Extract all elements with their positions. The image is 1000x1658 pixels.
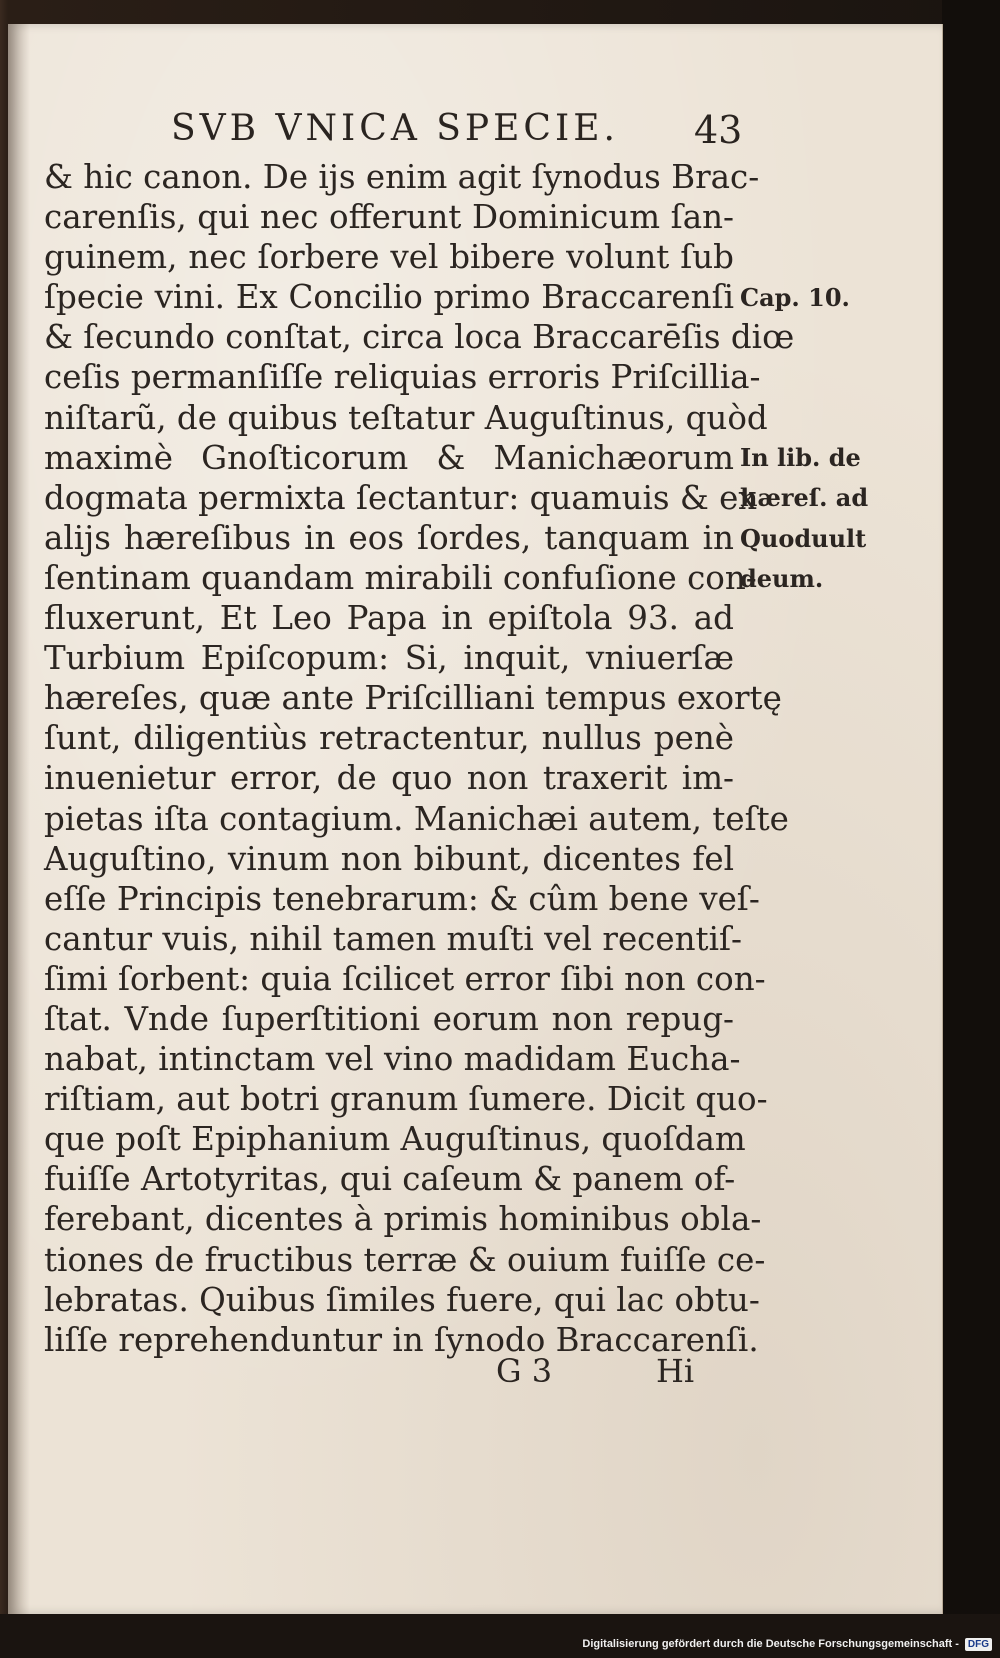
text-line: inuenietur error, de quo non traxerit im-: [44, 759, 734, 798]
text-line: maximè Gnoſticorum & Manichæorum: [44, 438, 734, 477]
margin-note: deum.: [740, 563, 824, 593]
text-line: liſſe reprehenduntur in ſynodo Braccarenſi.: [44, 1320, 759, 1359]
text-line: carenſis, qui nec offerunt Dominicum ſan-: [44, 198, 734, 237]
running-head: [46, 108, 746, 154]
margin-note: Cap. 10.: [740, 283, 850, 312]
text-line: riſtiam, aut botri granum ſumere. Dicit quo-: [44, 1080, 768, 1119]
margin-note-spacer: [740, 318, 900, 358]
margin-notes: [740, 278, 900, 599]
catchline: [44, 1352, 734, 1396]
text-line: guinem, nec ſorbere vel bibere volunt ſub: [44, 238, 734, 277]
text-line: & hic canon. De ijs enim agit ſynodus Brac-: [44, 158, 760, 196]
margin-note-spacer: [740, 398, 900, 438]
text-line: eſſe Principis tenebrarum: & cûm bene veſ-: [44, 879, 760, 918]
text-line: dogmata permixta ſectantur: quamuis & ex: [44, 478, 757, 517]
text-line: tiones de fructibus terræ & ouium fuiſſe ce-: [44, 1240, 766, 1279]
dfg-logo: DFG: [965, 1638, 992, 1651]
text-line: fluxerunt, Et Leo Papa in epiſtola 93. ad: [44, 599, 734, 638]
text-line: lebratas. Quibus ſimiles fuere, qui lac obtu-: [44, 1280, 760, 1319]
text-line: ſunt, diligentiùs retractentur, nullus penè: [44, 719, 734, 758]
running-head-title: SVB VNICA SPECIE.: [171, 108, 619, 149]
text-line: que poſt Epiphanium Auguſtinus, quoſdam: [44, 1120, 746, 1159]
text-line: nabat, intinctam vel vino madidam Eucha-: [44, 1040, 741, 1079]
text-line: fuiſſe Artotyritas, qui caſeum & panem of-: [44, 1160, 736, 1199]
credit-text: Digitalisierung gefördert durch die Deutsche Forschungsgemeinschaft -: [582, 1638, 959, 1650]
text-line: ſtat. Vnde ſuperſtitioni eorum non repug-: [44, 999, 734, 1038]
scan-right-edge: [942, 0, 1000, 1620]
digitization-credit: [582, 1634, 992, 1654]
text-line: & ſecundo conſtat, circa loca Braccarēſis diœ: [44, 318, 795, 357]
text-line: ferebant, dicentes à primis hominibus obla-: [44, 1200, 762, 1239]
text-line: ſentinam quandam mirabili confuſione con-: [44, 558, 757, 597]
text-line: ſpecie vini. Ex Concilio primo Braccarenſi: [44, 278, 734, 317]
text-line: pietas iſta contagium. Manichæi autem, teſte: [44, 799, 789, 838]
gutter-shadow: [8, 24, 30, 1614]
margin-note: hæreſ. ad: [740, 483, 869, 513]
margin-note: Quoduult: [740, 523, 867, 553]
signature-mark: G 3: [496, 1352, 553, 1390]
catchword: Hi: [656, 1352, 695, 1390]
text-line: Auguſtino, vinum non bibunt, dicentes fel: [44, 839, 734, 878]
page-number: 43: [694, 108, 743, 152]
text-line: ſimi ſorbent: quia ſcilicet error ſibi non con-: [44, 959, 766, 998]
text-line: alijs hæreſibus in eos ſordes, tanquam in: [44, 518, 734, 557]
text-line: hæreſes, quæ ante Priſcilliani tempus exortę: [44, 679, 782, 718]
margin-note-spacer: [740, 358, 900, 398]
margin-note: In lib. de: [740, 443, 861, 473]
text-line: niſtarũ, de quibus teſtatur Auguſtinus, quòd: [44, 398, 768, 437]
text-line: cantur vuis, nihil tamen muſti vel recentiſ-: [44, 919, 743, 958]
text-line: Turbium Epiſcopum: Si, inquit, vniuerſæ: [44, 639, 734, 678]
text-line: ceſis permanſiſſe reliquias erroris Priſcillia-: [44, 358, 761, 397]
